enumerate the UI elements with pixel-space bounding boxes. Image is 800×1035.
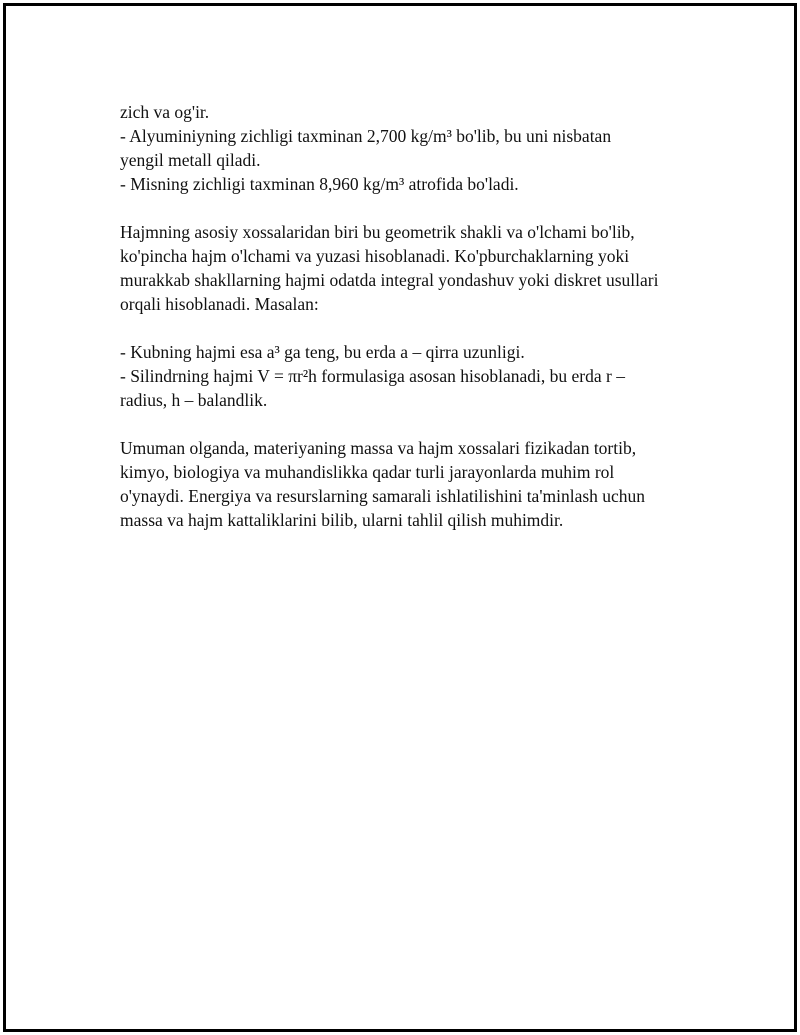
document-page [3,3,797,1032]
text-line: kimyo, biologiya va muhandislikka qadar turli jarayonlarda muhim rol [120,462,615,482]
text-line: Umuman olganda, materiyaning massa va hajm xossalari fizikadan tortib, [120,438,637,458]
text-line: - Misning zichligi taxminan 8,960 kg/m³ atrofida bo'ladi. [120,174,519,194]
text-line: orqali hisoblanadi. Masalan: [120,294,319,314]
text-line: o'ynaydi. Energiya va resurslarning samarali ishlatilishini ta'minlash uchun [120,486,646,506]
text-line: zich va og'ir. [120,102,210,122]
paragraph-gap [120,412,700,436]
paragraph-gap [120,196,700,220]
text-line: murakkab shakllarning hajmi odatda integral yondashuv yoki diskret usullari [120,270,659,290]
text-line: radius, h – balandlik. [120,390,268,410]
text-line: yengil metall qiladi. [120,150,261,170]
text-line: massa va hajm kattaliklarini bilib, ularni tahlil qilish muhimdir. [120,510,564,530]
text-line: - Silindrning hajmi V = πr²h formulasiga asosan hisoblanadi, bu erda r – [120,366,625,386]
text-line: - Kubning hajmi esa a³ ga teng, bu erda a – qirra uzunligi. [120,342,525,362]
text-line: ko'pincha hajm o'lchami va yuzasi hisoblanadi. Ko'pburchaklarning yoki [120,246,630,266]
paragraph-gap [120,316,700,340]
document-body [120,100,700,532]
text-line: - Alyuminiyning zichligi taxminan 2,700 kg/m³ bo'lib, bu uni nisbatan [120,126,612,146]
text-line: Hajmning asosiy xossalaridan biri bu geometrik shakli va o'lchami bo'lib, [120,222,635,242]
